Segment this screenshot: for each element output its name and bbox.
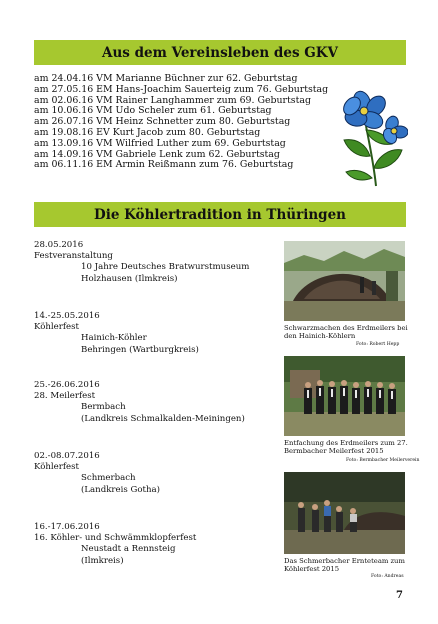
event-item xyxy=(34,522,284,567)
event-item xyxy=(34,451,284,496)
event-detail: 10 Jahre Deutsches Bratwurstmuseum xyxy=(81,262,250,273)
event-name: 28. Meilerfest xyxy=(34,391,96,402)
photo-credit: Foto: Andreas xyxy=(371,574,404,579)
event-detail: (Landkreis Gotha) xyxy=(81,484,161,495)
section-banner-verein xyxy=(34,40,406,65)
photo-schmerbach-ernteteam xyxy=(284,472,405,554)
event-date: 14.-25.05.2016 xyxy=(34,311,100,321)
event-name: Festveranstaltung xyxy=(34,251,113,262)
birthday-entry: am 02.06.16 VM Rainer Langhammer zum 69. Geburtstag xyxy=(34,94,311,106)
birthday-entry: am 24.04.16 VM Marianne Büchner zur 62. Geburtstag xyxy=(34,73,298,84)
birthday-entry: am 10.06.16 VM Udo Scheler zum 61. Geburtstag xyxy=(34,105,272,117)
event-item xyxy=(34,311,284,356)
photo-erdmeiler-hainich xyxy=(284,241,405,321)
event-detail: Holzhausen (Ilmkreis) xyxy=(81,273,178,284)
event-name: Köhlerfest xyxy=(34,322,79,333)
event-item xyxy=(34,380,284,425)
birthday-entry: am 27.05.16 EM Hans-Joachim Sauerteig zum 76. Geburtstag xyxy=(34,83,329,95)
page-number: 7 xyxy=(396,590,403,601)
event-date: 16.-17.06.2016 xyxy=(34,522,100,532)
event-item xyxy=(34,240,284,285)
birthday-entry: am 14.09.16 VM Gabriele Lenk zum 62. Geburtstag xyxy=(34,148,280,160)
event-name: 16. Köhler- und Schwämmklopferfest xyxy=(34,533,197,544)
event-date: 25.-26.06.2016 xyxy=(34,380,100,390)
birthday-list xyxy=(34,74,334,171)
section-title: Aus dem Vereinsleben des GKV xyxy=(102,44,338,61)
section-banner-koehler xyxy=(34,202,406,227)
blue-flower-illustration xyxy=(336,86,408,188)
event-date: 28.05.2016 xyxy=(34,240,84,250)
event-date: 02.-08.07.2016 xyxy=(34,451,100,461)
photo-bermbach-meilerfest xyxy=(284,356,405,436)
event-detail: Bermbach xyxy=(81,402,126,413)
birthday-entry: am 06.11.16 EM Armin Reißmann zum 76. Geburtstag xyxy=(34,159,294,171)
birthday-entry: am 26.07.16 VM Heinz Schnetter zum 80. Geburtstag xyxy=(34,116,291,128)
birthday-entry: am 19.08.16 EV Kurt Jacob zum 80. Geburtstag xyxy=(34,126,261,138)
event-detail: Neustadt a Rennsteig xyxy=(81,544,176,555)
event-name: Köhlerfest xyxy=(34,462,79,473)
photo-caption: Schwarzmachen des Erdmeilers bei den Hainich-Köhlern xyxy=(284,324,408,341)
photo-credit: Foto: Bermbacher Meilerverein xyxy=(346,458,420,463)
photo-caption: Entfachung des Erdmeilers zum 27. Bermbacher Meilerfest 2015 xyxy=(284,439,408,456)
birthday-entry: am 13.09.16 VM Wilfried Luther zum 69. Geburtstag xyxy=(34,137,286,149)
event-detail: Schmerbach xyxy=(81,473,136,484)
event-detail: (Ilmkreis) xyxy=(81,555,124,566)
event-detail: Behringen (Wartburgkreis) xyxy=(81,344,199,355)
section-title: Die Köhlertradition in Thüringen xyxy=(94,206,346,223)
event-detail: (Landkreis Schmalkalden-Meiningen) xyxy=(81,413,245,424)
event-detail: Hainich-Köhler xyxy=(81,333,147,344)
photo-caption: Das Schmerbacher Ernteteam zum Köhlerfest 2015 xyxy=(284,557,405,574)
photo-credit: Foto: Robert Hepp xyxy=(356,342,400,347)
